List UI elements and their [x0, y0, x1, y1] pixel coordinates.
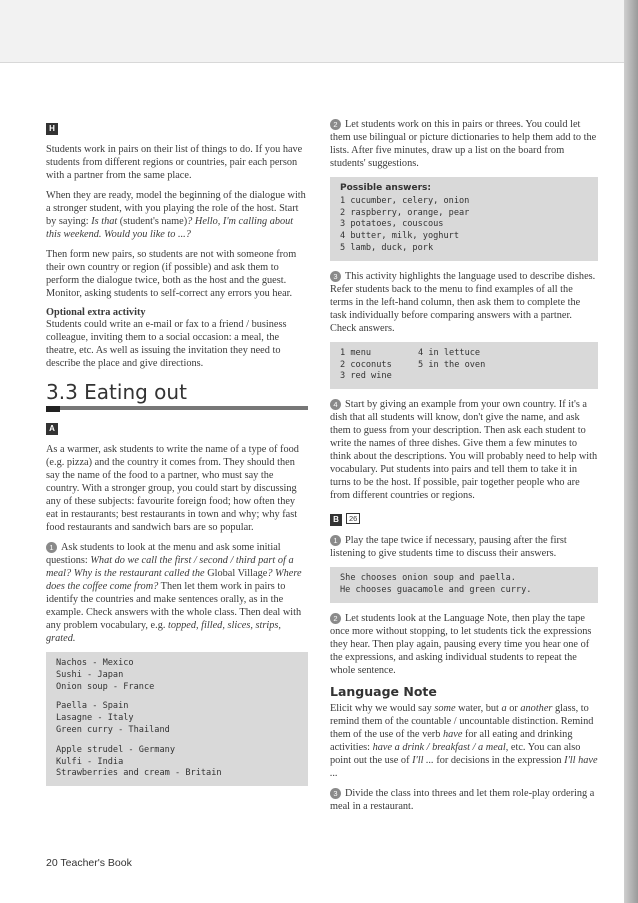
paragraph: 3 Divide the class into threes and let them role-play ordering a meal in a restaurant. — [330, 787, 595, 812]
paragraph: As a warmer, ask students to write the name of a type of food (e.g. pizza) and the country it comes from. They should then say the name of the food to a partner, who must say the country. With a stronger group, you could start by discussing any of these subjects: favourite foreign food; how often they eat in restaurants; best restaurants in town and why; why fast food restaurants and sandwich bars are so popular. — [46, 444, 299, 533]
paragraph: Students could write an e-mail or fax to a friend / business colleague, inviting them to a social occasion: a meal, the theatre, etc. As well as issuing the invitation they need to describe the place and give directions. — [46, 319, 287, 369]
section-badge-a: A — [46, 423, 58, 435]
paragraph: Elicit why we would say some water, but a or another glass, to remind them of the countable / uncountable distinction. Remind them of the use of the verb have for all eating and drinking activities: have a drink / breakfast / a meal, etc. You can also point out the use of I'll ... for decisions in the expression I'll have ... — [330, 702, 598, 779]
step-number: 4 — [330, 399, 341, 410]
step-number: 2 — [330, 613, 341, 624]
paragraph: 3 This activity highlights the language used to describe dishes. Refer students back to the menu to find examples of all the terms in the left-hand column, then ask them to complete the task individually before comparing answers with a partner. Check answers. — [330, 270, 596, 334]
section-badge-h: H — [46, 123, 58, 135]
paragraph: 2 Let students work on this in pairs or threes. You could let them use bilingual or picture dictionaries to help them add to the lists. After five minutes, draw up a list on the board from students' suggestions. — [330, 119, 597, 169]
paragraph: When they are ready, model the beginning of the dialogue with a stronger student, with you playing the role of the host. Start by saying: Is that (student's name)? Hello, I'm calling about this weekend. Would you like to ...? — [46, 190, 306, 240]
step-number: 3 — [330, 788, 341, 799]
paragraph: 4 Start by giving an example from your own country. If it's a dish that all students will know, don't give the name, and ask them to guess from your description. Then ask each student to write the names of three dishes. Give them a few minutes to think about the descriptions. You will probably need to help with vocabulary. Put students into pairs and tell them to take it in turns to be the host. If possible, pair together people who are from different countries or regions. — [330, 399, 598, 502]
paragraph: 2 Let students look at the Language Note, then play the tape once more without stopping, to let students tick the expressions they hear. Then play again, pausing every time you hear one of the expressions, and asking individual students to repeat the whole sentence. — [330, 612, 592, 676]
section-badge-b: B — [330, 514, 342, 526]
section-rule-marker — [46, 406, 60, 412]
page-footer: 20 Teacher's Book — [46, 857, 132, 869]
step-number: 3 — [330, 271, 341, 282]
step-number: 2 — [330, 119, 341, 130]
listening-answers-box: She chooses onion soup and paella. He chooses guacamole and green curry. — [330, 567, 598, 603]
optional-activity-heading: Optional extra activity — [46, 307, 146, 318]
right-column — [330, 118, 598, 820]
section-rule — [46, 406, 308, 410]
section-b-header — [330, 509, 598, 534]
top-band — [0, 0, 638, 63]
section-title: 3.3 Eating out — [46, 380, 187, 404]
paragraph: Students work in pairs on their list of things to do. If you have students from different regions or countries, pair each person with a partner from the same place. — [46, 144, 303, 181]
step-number: 1 — [330, 535, 341, 546]
page-edge — [624, 0, 638, 903]
tape-number: 26 — [346, 513, 360, 524]
step-number: 1 — [46, 542, 57, 553]
answers-box: 1 menu 4 in lettuce 2 coconuts 5 in the oven 3 red wine — [330, 342, 598, 389]
food-country-answers: Nachos - Mexico Sushi - Japan Onion soup - France Paella - Spain Lasagne - Italy Green curry - Thailand Apple strudel - Germany Kulfi - India Strawberries and cream - Britain — [46, 652, 308, 786]
language-note-heading: Language Note — [330, 683, 437, 699]
paragraph: 1 Ask students to look at the menu and ask some initial questions: What do we call the first / second / third part of a meal? Why is the restaurant called the Global Village? Where does the coffee come from? Then let them work in pairs to identify the countries and make sentences orally, as in the example. Check answers with the whole class. Then deal with any problem vocabulary, e.g. topped, filled, slices, strips, grated. — [46, 542, 302, 644]
possible-answers-box: Possible answers: 1 cucumber, celery, onion 2 raspberry, orange, pear 3 potatoes, couscous 4 butter, milk, yoghurt 5 lamb, duck, pork — [330, 177, 598, 261]
paragraph: 1 Play the tape twice if necessary, pausing after the first listening to give students time to discuss their answers. — [330, 535, 567, 560]
left-column — [46, 118, 308, 795]
paragraph: Then form new pairs, so students are not with someone from their own country or region (if possible) and ask them to perform the dialogue twice, both as the host and the guest. Monitor, asking students to self-correct any errors you hear. — [46, 249, 297, 299]
